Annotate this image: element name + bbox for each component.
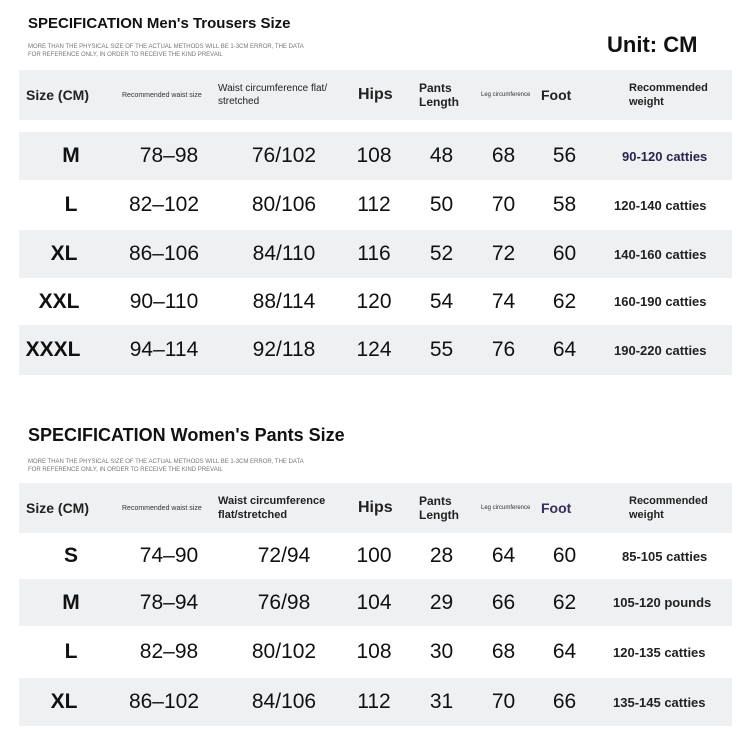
- cell-waist: 80/106: [251, 193, 317, 216]
- header-recommended-waist: Recommended waist size: [122, 504, 202, 512]
- header-leg-circumference: Leg circumference: [481, 505, 531, 511]
- cell-pants-length: 50: [429, 193, 454, 216]
- table-row: [19, 579, 732, 626]
- table-row: [19, 626, 732, 678]
- cell-foot: 58: [552, 193, 577, 216]
- cell-recommended-waist: 82–102: [128, 193, 200, 216]
- cell-recommended-waist: 82–98: [139, 640, 199, 663]
- cell-pants-length: 31: [429, 690, 454, 713]
- header-pants-length: Pants Length: [419, 494, 459, 522]
- header-waist-circumference: Waist circumference flat/ stretched: [218, 83, 328, 107]
- cell-size: M: [62, 590, 80, 614]
- cell-hips: 116: [357, 242, 391, 265]
- cell-size: XL: [50, 242, 78, 265]
- men-header-row: [19, 70, 732, 120]
- men-section-title: SPECIFICATION Men's Trousers Size: [28, 15, 291, 32]
- cell-size: L: [64, 193, 78, 216]
- table-row: [19, 678, 732, 726]
- cell-pants-length: 54: [429, 289, 454, 313]
- cell-recommended-waist: 78–98: [139, 144, 199, 167]
- header-recommended-weight: Recommended weight: [629, 82, 708, 108]
- cell-leg: 64: [491, 544, 516, 567]
- header-foot: Foot: [541, 500, 572, 516]
- cell-waist: 84/110: [252, 242, 316, 265]
- cell-waist: 92/118: [252, 338, 316, 361]
- cell-waist: 84/106: [251, 690, 317, 713]
- cell-foot: 60: [552, 544, 577, 567]
- header-waist-circumference: Waist circumference flat/stretched: [218, 495, 326, 521]
- cell-leg: 68: [491, 640, 516, 663]
- cell-weight: 190-220 catties: [614, 342, 707, 358]
- cell-recommended-waist: 94–114: [129, 338, 199, 361]
- cell-hips: 108: [356, 640, 392, 663]
- cell-weight: 160-190 catties: [614, 294, 707, 309]
- header-pants-length: Pants Length: [419, 81, 459, 109]
- cell-size: XL: [50, 690, 78, 713]
- cell-foot: 60: [552, 242, 577, 265]
- men-disclaimer: MORE THAN THE PHYSICAL SIZE OF THE ACTUAL METHODS WILL BE 1-3CM ERROR, THE DATA FOR REFERENCE ONLY, IN ORDER TO RECEIVE THE KIND PREVAIL: [28, 44, 304, 58]
- cell-size: S: [63, 544, 78, 567]
- cell-leg: 68: [491, 144, 516, 167]
- cell-leg: 70: [491, 193, 516, 216]
- table-row: [19, 278, 732, 325]
- cell-weight: 85-105 catties: [622, 548, 708, 564]
- cell-weight: 140-160 catties: [614, 246, 707, 262]
- header-size: Size (CM): [26, 500, 89, 516]
- cell-waist: 80/102: [251, 640, 317, 663]
- cell-weight: 120-140 catties: [614, 197, 707, 213]
- cell-size: M: [62, 144, 80, 167]
- cell-leg: 74: [491, 289, 516, 313]
- cell-leg: 76: [491, 338, 516, 361]
- cell-pants-length: 48: [429, 144, 454, 167]
- cell-waist: 76/98: [257, 590, 311, 614]
- table-row: [19, 180, 732, 230]
- cell-leg: 70: [491, 690, 516, 713]
- women-header-row: [19, 483, 732, 533]
- cell-recommended-waist: 74–90: [139, 544, 199, 567]
- header-recommended-waist: Recommended waist size: [122, 91, 202, 99]
- cell-foot: 64: [552, 640, 577, 663]
- women-section-title: SPECIFICATION Women's Pants Size: [28, 425, 345, 445]
- cell-hips: 108: [356, 144, 392, 167]
- cell-leg: 72: [491, 242, 516, 265]
- table-row: [19, 132, 732, 180]
- cell-foot: 66: [552, 690, 577, 713]
- header-foot: Foot: [541, 87, 572, 103]
- cell-hips: 112: [357, 193, 391, 216]
- men-size-table: [19, 70, 732, 375]
- cell-hips: 104: [356, 590, 392, 614]
- cell-recommended-waist: 78–94: [139, 590, 199, 614]
- cell-foot: 64: [552, 338, 577, 361]
- table-row: [19, 325, 732, 375]
- cell-weight: 105-120 pounds: [613, 595, 712, 610]
- header-hips: Hips: [358, 86, 393, 103]
- header-size: Size (CM): [26, 87, 89, 103]
- cell-hips: 124: [356, 338, 392, 361]
- cell-weight: 135-145 catties: [613, 694, 706, 710]
- cell-weight: 120-135 catties: [613, 644, 706, 660]
- cell-pants-length: 52: [429, 242, 454, 265]
- women-size-table: [19, 483, 732, 726]
- cell-size: XXXL: [25, 338, 81, 361]
- cell-size: L: [64, 640, 78, 663]
- cell-weight: 90-120 catties: [622, 148, 708, 164]
- cell-recommended-waist: 90–110: [129, 289, 199, 313]
- cell-pants-length: 30: [429, 640, 454, 663]
- cell-pants-length: 28: [429, 544, 454, 567]
- cell-waist: 88/114: [252, 289, 316, 313]
- cell-hips: 120: [356, 289, 392, 313]
- table-row: [19, 533, 732, 579]
- cell-foot: 62: [552, 590, 577, 614]
- cell-size: XXL: [38, 289, 80, 313]
- cell-leg: 66: [491, 590, 516, 614]
- unit-label: Unit: CM: [607, 32, 698, 57]
- cell-waist: 76/102: [251, 144, 317, 167]
- cell-pants-length: 29: [429, 590, 454, 614]
- header-recommended-weight: Recommended weight: [629, 495, 708, 521]
- cell-hips: 100: [356, 544, 392, 567]
- women-disclaimer: MORE THAN THE PHYSICAL SIZE OF THE ACTUAL METHODS WILL BE 1-3CM ERROR, THE DATA FOR REFERENCE ONLY, IN ORDER TO RECEIVE THE KIND PREVAIL: [28, 459, 304, 473]
- header-leg-circumference: Leg circumference: [481, 92, 531, 98]
- cell-recommended-waist: 86–102: [128, 690, 200, 713]
- cell-waist: 72/94: [257, 544, 311, 567]
- header-hips: Hips: [358, 499, 393, 516]
- table-row: [19, 230, 732, 278]
- cell-foot: 56: [552, 144, 577, 167]
- cell-foot: 62: [552, 289, 577, 313]
- cell-recommended-waist: 86–106: [128, 242, 200, 265]
- cell-pants-length: 55: [429, 338, 454, 361]
- cell-hips: 112: [357, 690, 391, 713]
